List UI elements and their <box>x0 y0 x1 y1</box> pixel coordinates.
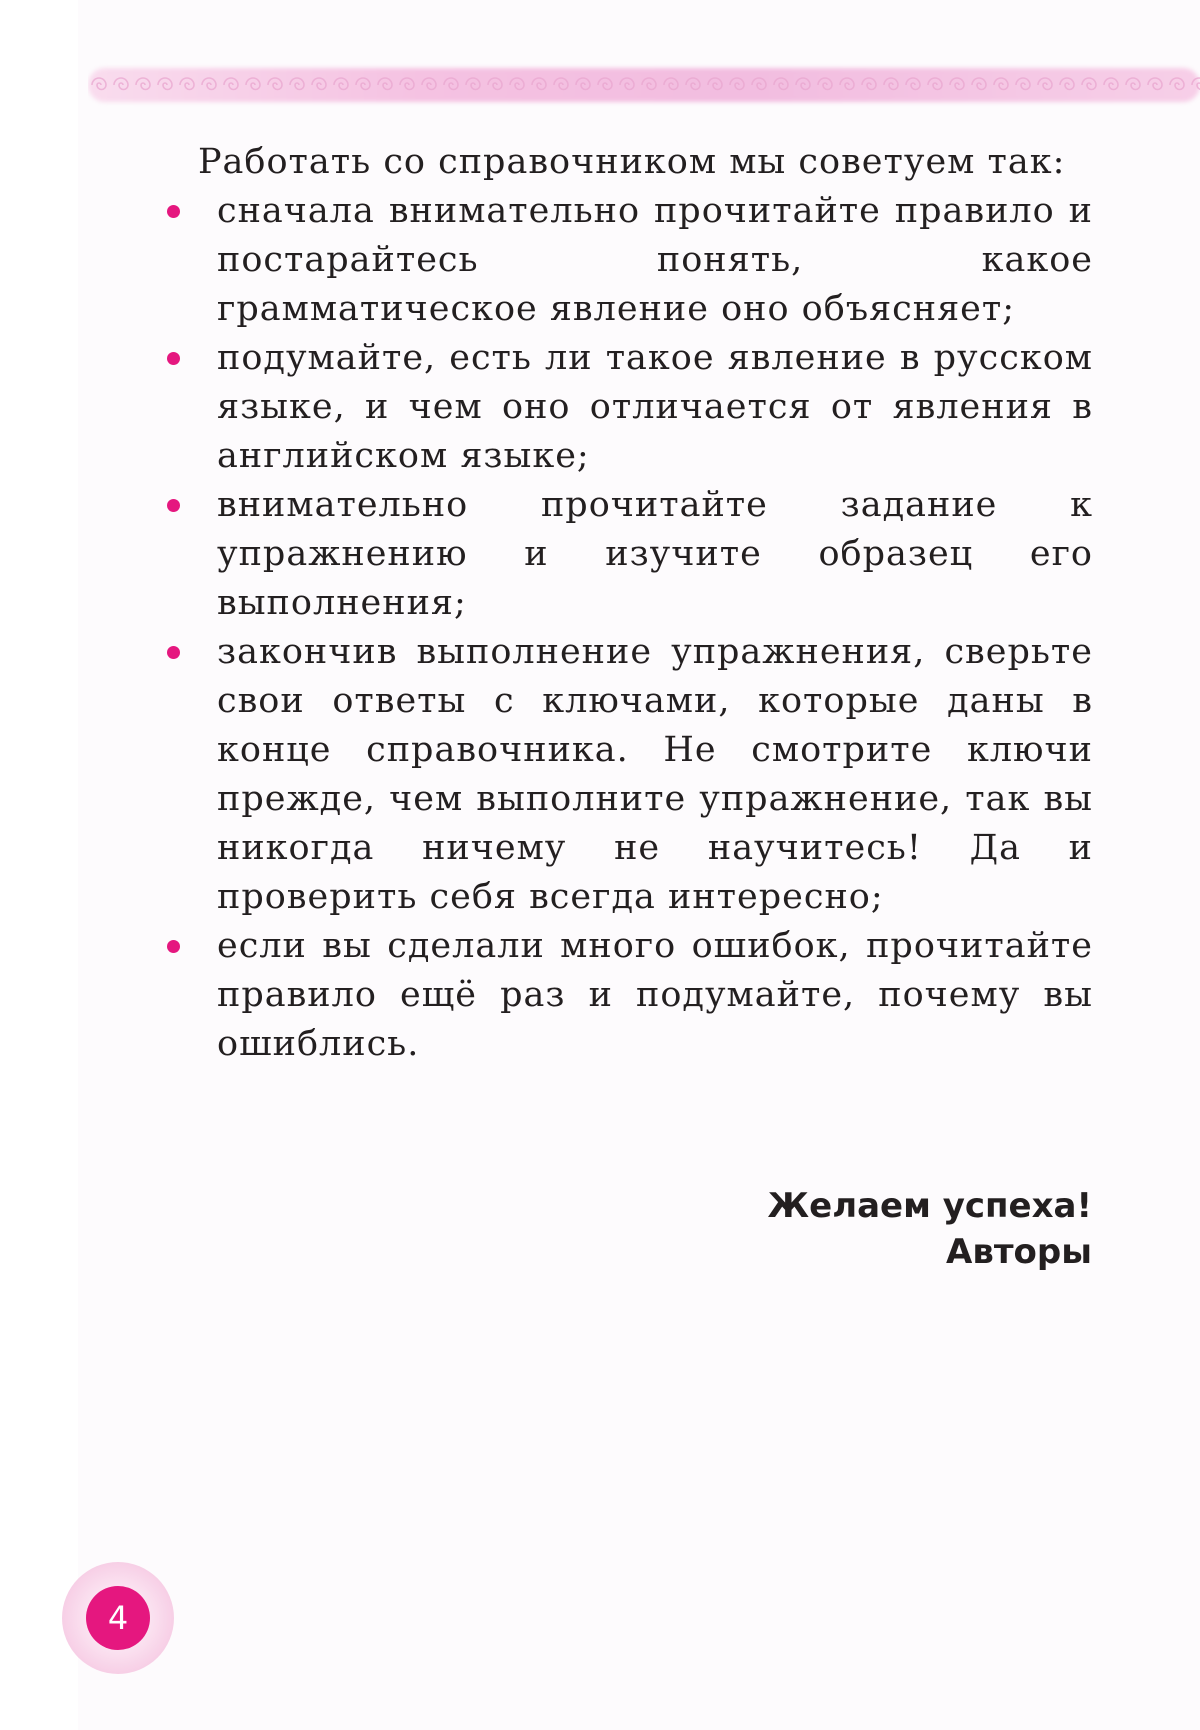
bullet-dot-icon <box>167 352 180 365</box>
list-item-text: если вы сделали много ошибок, прочитайте правило ещё раз и подумайте, почему вы ошиблись. <box>217 926 1093 1064</box>
bullet-dot-icon <box>167 499 180 512</box>
authors-text: Авторы <box>946 1232 1092 1272</box>
list-item <box>163 481 1093 628</box>
list-item <box>163 628 1093 922</box>
page-number: 4 <box>86 1586 150 1650</box>
decorative-header-ornament <box>88 58 1200 112</box>
spiral-ornament-icon <box>88 68 1200 102</box>
list-item-text: закончив выполнение упражнения, сверьте свои ответы с ключами, которые даны в конце справочника. Не смотрите ключи прежде, чем выполните упражнение, так вы никогда ничему не научитесь! Да и проверить себя всегда интересно; <box>217 632 1093 917</box>
list-item-text: внимательно прочитайте задание к упражнению и изучите образец его выполнения; <box>217 485 1093 623</box>
list-item-text: подумайте, есть ли такое явление в русском языке, и чем оно отличается от явления в английском языке; <box>217 338 1093 476</box>
signature-block <box>768 1183 1092 1275</box>
list-item <box>163 922 1093 1069</box>
bullet-dot-icon <box>167 646 180 659</box>
list-item <box>163 187 1093 334</box>
bullet-dot-icon <box>167 940 180 953</box>
list-item <box>163 334 1093 481</box>
wish-text: Желаем успеха! <box>767 1186 1092 1226</box>
intro-paragraph: Работать со справочником мы советуем так: <box>198 142 1066 182</box>
list-item-text: сначала внимательно прочитайте правило и постарайтесь понять, какое грамматическое явление оно объясняет; <box>217 191 1093 329</box>
bullet-dot-icon <box>167 205 180 218</box>
tips-list <box>163 187 1093 1069</box>
main-text <box>163 138 1093 1069</box>
